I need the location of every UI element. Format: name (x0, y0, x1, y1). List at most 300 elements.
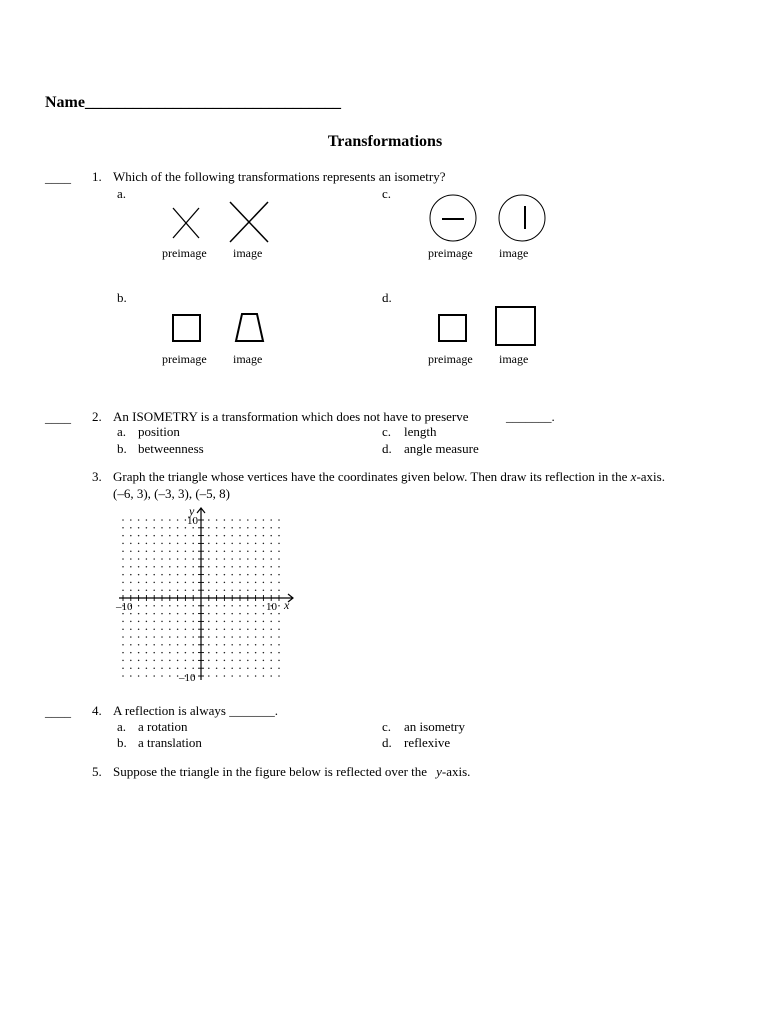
grid-dot (153, 675, 155, 677)
q2-option-b-letter: b. (117, 441, 127, 456)
grid-dot (224, 628, 226, 630)
grid-dot (263, 621, 265, 623)
grid-dot (247, 667, 249, 669)
grid-dot (122, 636, 124, 638)
grid-dot (263, 558, 265, 560)
grid-dot (122, 652, 124, 654)
grid-dot (177, 527, 179, 529)
grid-dot (255, 543, 257, 545)
grid-dot (138, 527, 140, 529)
grid-dot (146, 543, 148, 545)
q2-option-a-letter: a. (117, 424, 127, 439)
grid-dot (169, 558, 171, 560)
grid-dot (224, 644, 226, 646)
grid-dot (130, 613, 132, 615)
grid-dot (216, 660, 218, 662)
q2-answer-blank[interactable]: ____ (45, 410, 71, 425)
grid-dot (192, 628, 194, 630)
grid-dot (216, 527, 218, 529)
grid-dot (130, 558, 132, 560)
grid-dot (216, 566, 218, 568)
grid-dot (153, 613, 155, 615)
grid-dot (122, 574, 124, 576)
grid-dot (270, 613, 272, 615)
grid-dot (177, 543, 179, 545)
q2-option-d-letter: d. (382, 441, 392, 456)
grid-dot (270, 574, 272, 576)
grid-dot (208, 628, 210, 630)
grid-dot (263, 605, 265, 607)
grid-dot (192, 582, 194, 584)
name-blank[interactable]: ________________________________ (84, 94, 341, 111)
grid-dot (278, 605, 280, 607)
grid-dot (185, 589, 187, 591)
grid-dot (263, 566, 265, 568)
grid-dot (247, 660, 249, 662)
grid-dot (169, 535, 171, 537)
q3-number: 3. (92, 469, 102, 484)
grid-dot (263, 519, 265, 521)
grid-dot (208, 667, 210, 669)
grid-dot (247, 589, 249, 591)
grid-dot (270, 621, 272, 623)
grid-dot (138, 519, 140, 521)
grid-dot (263, 550, 265, 552)
grid-dot (208, 558, 210, 560)
grid-dot (122, 519, 124, 521)
q2-option-d (382, 441, 479, 457)
grid-dot (192, 558, 194, 560)
grid-dot (231, 667, 233, 669)
q2-option-a (117, 424, 180, 440)
grid-dot (185, 543, 187, 545)
grid-dot (169, 543, 171, 545)
circle-horizontal-line-icon (428, 193, 478, 243)
grid-dot (224, 543, 226, 545)
grid-dot (278, 558, 280, 560)
grid-dot (122, 582, 124, 584)
grid-dot (146, 535, 148, 537)
q1-b-preimage-label: preimage (162, 352, 207, 366)
grid-dot (263, 535, 265, 537)
q2-text: An ISOMETRY is a transformation which does not have to preserve (113, 409, 469, 424)
grid-dot (161, 675, 163, 677)
grid-dot (177, 636, 179, 638)
grid-dot (169, 636, 171, 638)
grid-dot (185, 652, 187, 654)
q1-answer-blank[interactable]: ____ (45, 170, 71, 185)
q3-text-start: Graph the triangle whose vertices have the coordinates given below. Then draw its reflection in the (113, 469, 631, 484)
q4-option-d (382, 735, 451, 751)
grid-dot (208, 535, 210, 537)
grid-dot (224, 582, 226, 584)
grid-dot (146, 660, 148, 662)
grid-dot (153, 652, 155, 654)
grid-dot (161, 589, 163, 591)
grid-dot (231, 621, 233, 623)
grid-dot (224, 613, 226, 615)
grid-dot (247, 558, 249, 560)
grid-dot (263, 589, 265, 591)
grid-dot (208, 527, 210, 529)
grid-dot (177, 628, 179, 630)
grid-dot (208, 574, 210, 576)
q1-option-d-letter: d. (382, 290, 392, 305)
grid-dot (239, 613, 241, 615)
grid-dot (146, 675, 148, 677)
grid-dot (153, 543, 155, 545)
q1-option-c-letter: c. (382, 186, 392, 201)
grid-dot (153, 566, 155, 568)
grid-dot (192, 527, 194, 529)
grid-dot (122, 543, 124, 545)
grid-dot (169, 628, 171, 630)
grid-dot (169, 605, 171, 607)
grid-dot (224, 675, 226, 677)
grid-dot (146, 527, 148, 529)
grid-dot (278, 574, 280, 576)
grid-dot (270, 519, 272, 521)
q4-option-a-text: a rotation (138, 719, 188, 734)
grid-dot (208, 675, 210, 677)
grid-dot (216, 589, 218, 591)
q1-a-image-label: image (233, 246, 263, 260)
grid-dot (278, 527, 280, 529)
grid-dot (169, 675, 171, 677)
grid-dot (130, 652, 132, 654)
grid-dot (270, 628, 272, 630)
q5-axis-end: -axis (441, 764, 468, 779)
grid-dot (146, 605, 148, 607)
grid-dot (270, 675, 272, 677)
q1-d-image-label: image (499, 352, 529, 366)
q2-number: 2. (92, 409, 102, 424)
grid-dot (247, 613, 249, 615)
q1-c-preimage-label: preimage (428, 246, 473, 260)
q4-answer-blank[interactable]: ____ (45, 704, 71, 719)
grid-dot (263, 582, 265, 584)
grid-dot (177, 667, 179, 669)
grid-dot (247, 621, 249, 623)
q4-option-c-text: an isometry (404, 719, 466, 734)
grid-dot (138, 574, 140, 576)
grid-dot (278, 652, 280, 654)
grid-dot (153, 519, 155, 521)
grid-dot (263, 644, 265, 646)
grid-dot (185, 566, 187, 568)
grid-dot (216, 644, 218, 646)
grid-dot (239, 675, 241, 677)
grid-dot (239, 667, 241, 669)
grid-dot (239, 589, 241, 591)
grid-dot (185, 527, 187, 529)
q1-c-image-label: image (499, 246, 529, 260)
grid-dot (185, 550, 187, 552)
grid-dot (177, 660, 179, 662)
grid-dot (177, 589, 179, 591)
grid-dot (239, 628, 241, 630)
grid-dot (138, 636, 140, 638)
grid-dot (177, 519, 179, 521)
grid-dot (263, 652, 265, 654)
grid-dot (161, 519, 163, 521)
grid-dot (216, 605, 218, 607)
grid-dot (169, 519, 171, 521)
grid-dot (161, 652, 163, 654)
grid-dot (161, 613, 163, 615)
grid-dot (153, 667, 155, 669)
grid-dot (270, 550, 272, 552)
grid-dot (146, 574, 148, 576)
grid-dot (239, 652, 241, 654)
grid-dot (270, 652, 272, 654)
grid-dot (278, 667, 280, 669)
grid-dot (247, 574, 249, 576)
grid-dot (146, 566, 148, 568)
grid-dot (216, 550, 218, 552)
grid-dot (177, 652, 179, 654)
grid-dot (177, 550, 179, 552)
grid-dot (231, 550, 233, 552)
grid-dot (216, 543, 218, 545)
grid-dot (177, 644, 179, 646)
grid-dot (239, 605, 241, 607)
grid-dot (231, 644, 233, 646)
q2-fill-blank[interactable]: _______. (506, 409, 555, 424)
grid-dot (263, 543, 265, 545)
grid-dot (177, 535, 179, 537)
name-field[interactable] (45, 94, 341, 112)
grid-dot (224, 574, 226, 576)
q2-option-c (382, 424, 437, 440)
grid-dot (146, 589, 148, 591)
q3-text (113, 469, 665, 485)
grid-dot (216, 574, 218, 576)
grid-dot (185, 519, 187, 521)
grid-dot (263, 636, 265, 638)
grid-dot (130, 574, 132, 576)
grid-dot (231, 660, 233, 662)
grid-dot (146, 652, 148, 654)
q1-option-b-letter: b. (117, 290, 127, 305)
grid-dot (122, 535, 124, 537)
grid-dot (239, 566, 241, 568)
grid-dot (278, 519, 280, 521)
grid-dot (138, 675, 140, 677)
grid-dot (224, 636, 226, 638)
grid-dot (146, 582, 148, 584)
grid-dot (239, 535, 241, 537)
grid-dot (216, 636, 218, 638)
grid-dot (192, 667, 194, 669)
q1-option-a-letter: a. (117, 186, 127, 201)
grid-dot (161, 566, 163, 568)
grid-dot (130, 519, 132, 521)
grid-dot (224, 605, 226, 607)
grid-dot (239, 543, 241, 545)
grid-dot (153, 550, 155, 552)
grid-dot (192, 589, 194, 591)
grid-dot (263, 667, 265, 669)
grid-dot (153, 535, 155, 537)
q4-option-d-text: reflexive (404, 735, 451, 750)
grid-dot (247, 675, 249, 677)
grid-dot (255, 636, 257, 638)
grid-dot (263, 613, 265, 615)
grid-dot (270, 566, 272, 568)
grid-dot (255, 667, 257, 669)
y-min-label: –10 (179, 672, 196, 684)
grid-dot (216, 675, 218, 677)
grid-dot (270, 660, 272, 662)
grid-dot (161, 621, 163, 623)
grid-dot (146, 628, 148, 630)
grid-dot (239, 660, 241, 662)
grid-dot (239, 519, 241, 521)
grid-dot (231, 582, 233, 584)
grid-dot (224, 652, 226, 654)
grid-dot (224, 660, 226, 662)
grid-dot (192, 605, 194, 607)
grid-dot (278, 582, 280, 584)
grid-dot (231, 566, 233, 568)
grid-dot (161, 574, 163, 576)
grid-dot (270, 582, 272, 584)
grid-dot (153, 527, 155, 529)
grid-dot (138, 628, 140, 630)
grid-dot (138, 613, 140, 615)
grid-dot (146, 558, 148, 560)
grid-dot (231, 574, 233, 576)
grid-dot (185, 558, 187, 560)
coordinate-grid[interactable] (110, 498, 310, 688)
grid-dot (192, 613, 194, 615)
grid-dot (255, 550, 257, 552)
grid-dot (138, 543, 140, 545)
grid-dot (231, 535, 233, 537)
name-label: Name (45, 94, 85, 111)
grid-dot (169, 660, 171, 662)
grid-dot (231, 543, 233, 545)
grid-dot (122, 566, 124, 568)
grid-dot (208, 566, 210, 568)
grid-dot (146, 644, 148, 646)
grid-dot (255, 660, 257, 662)
grid-dot (138, 582, 140, 584)
grid-dot (185, 535, 187, 537)
grid-dot (278, 636, 280, 638)
grid-dot (130, 660, 132, 662)
grid-dot (192, 550, 194, 552)
grid-dot (122, 527, 124, 529)
grid-dot (138, 566, 140, 568)
q4-option-d-letter: d. (382, 735, 392, 750)
grid-dot (161, 543, 163, 545)
grid-dot (263, 527, 265, 529)
grid-dot (255, 644, 257, 646)
grid-dot (130, 628, 132, 630)
grid-dot (177, 574, 179, 576)
grid-dot (255, 574, 257, 576)
grid-dot (177, 558, 179, 560)
q4-option-a-letter: a. (117, 719, 127, 734)
grid-dot (231, 605, 233, 607)
grid-dot (208, 582, 210, 584)
grid-dot (169, 550, 171, 552)
grid-dot (177, 566, 179, 568)
grid-dot (239, 527, 241, 529)
grid-dot (239, 574, 241, 576)
grid-dot (169, 582, 171, 584)
grid-dot (130, 582, 132, 584)
q5-text-main: Suppose the triangle in the figure below is reflected over the (113, 764, 428, 779)
grid-dot (185, 605, 187, 607)
grid-dot (153, 605, 155, 607)
grid-dot (138, 621, 140, 623)
grid-dot (153, 660, 155, 662)
grid-dot (138, 660, 140, 662)
q1-a-preimage-label: preimage (162, 246, 207, 260)
y-axis-label: y (189, 504, 195, 518)
q4-option-c-letter: c. (382, 719, 392, 734)
grid-dot (169, 621, 171, 623)
grid-dot (278, 550, 280, 552)
grid-dot (278, 621, 280, 623)
grid-dot (247, 628, 249, 630)
grid-dot (122, 675, 124, 677)
grid-dot (255, 582, 257, 584)
grid-dot (255, 519, 257, 521)
grid-dot (255, 652, 257, 654)
grid-dot (255, 613, 257, 615)
grid-dot (130, 675, 132, 677)
grid-dot (185, 636, 187, 638)
grid-dot (138, 535, 140, 537)
grid-dot (270, 535, 272, 537)
grid-dot (122, 550, 124, 552)
grid-dot (208, 589, 210, 591)
grid-dot (208, 613, 210, 615)
q5-text (113, 764, 470, 780)
grid-dot (208, 644, 210, 646)
grid-dot (263, 675, 265, 677)
grid-dot (270, 558, 272, 560)
grid-dot (185, 621, 187, 623)
grid-dot (130, 527, 132, 529)
grid-dot (239, 621, 241, 623)
grid-dot (192, 566, 194, 568)
grid-dot (231, 675, 233, 677)
grid-dot (224, 535, 226, 537)
grid-dot (122, 628, 124, 630)
q1-text: Which of the following transformations represents an isometry? (113, 169, 446, 184)
grid-dot (185, 644, 187, 646)
grid-dot (278, 613, 280, 615)
q2-option-b-text: betweenness (138, 441, 204, 456)
grid-dot (247, 550, 249, 552)
grid-dot (247, 605, 249, 607)
grid-dot (216, 519, 218, 521)
grid-dot (130, 621, 132, 623)
grid-dot (169, 613, 171, 615)
grid-dot (239, 550, 241, 552)
grid-dot (122, 644, 124, 646)
grid-dot (208, 652, 210, 654)
grid-dot (270, 644, 272, 646)
grid-dot (161, 558, 163, 560)
page-title: Transformations (327, 133, 443, 150)
grid-dot (153, 628, 155, 630)
